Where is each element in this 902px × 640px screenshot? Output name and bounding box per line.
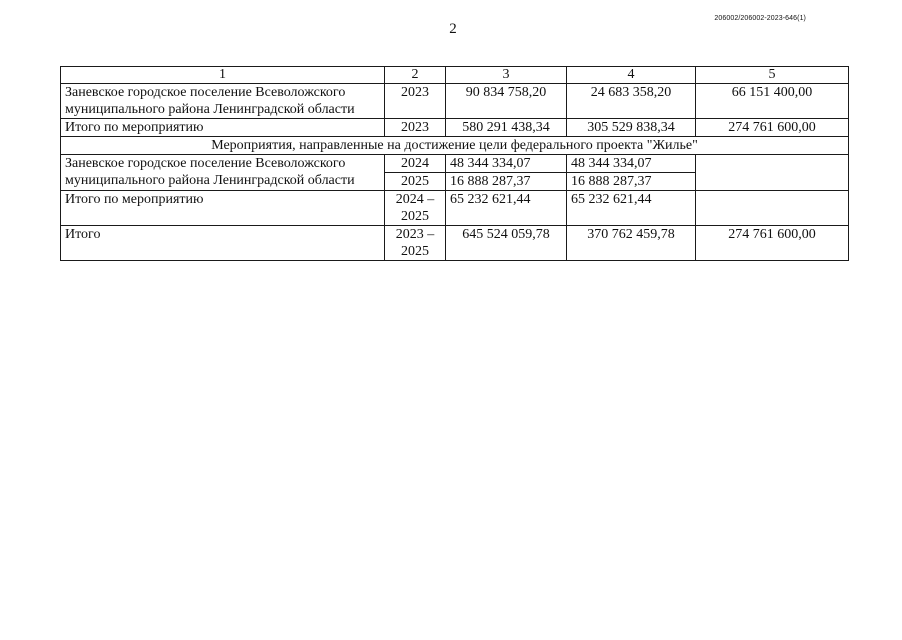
budget-table xyxy=(60,66,849,261)
amount-col4-cell: 24 683 358,20 xyxy=(567,84,696,119)
year-range-cell xyxy=(385,226,446,261)
municipality-name-line: муниципального района Ленинградской области xyxy=(65,102,355,117)
table-row xyxy=(61,155,849,173)
total-label-cell: Итого по мероприятию xyxy=(61,191,385,226)
amount-col5-cell xyxy=(696,155,849,191)
municipality-name-line: Заневское городское поселение Всеволожского xyxy=(65,156,346,171)
municipality-name-cell xyxy=(61,155,385,191)
grand-total-label-cell: Итого xyxy=(61,226,385,261)
year-range-line: 2024 – xyxy=(395,192,435,207)
table-row xyxy=(61,226,849,261)
year-cell: 2023 xyxy=(385,84,446,119)
amount-col4-cell: 305 529 838,34 xyxy=(567,119,696,137)
year-range-cell xyxy=(385,191,446,226)
page-number: 2 xyxy=(449,21,457,37)
column-header-1: 1 xyxy=(61,67,385,84)
amount-col4-cell: 16 888 287,37 xyxy=(567,173,696,191)
total-label-cell: Итого по мероприятию xyxy=(61,119,385,137)
amount-col3-cell: 65 232 621,44 xyxy=(446,191,567,226)
amount-col4-cell: 65 232 621,44 xyxy=(567,191,696,226)
column-header-4: 4 xyxy=(567,67,696,84)
amount-col5-cell: 66 151 400,00 xyxy=(696,84,849,119)
section-title: Мероприятия, направленные на достижение цели федерального проекта "Жилье" xyxy=(61,137,849,155)
municipality-name-cell xyxy=(61,84,385,119)
year-range-line: 2025 xyxy=(401,209,429,224)
column-header-3: 3 xyxy=(446,67,567,84)
year-range-line: 2025 xyxy=(401,244,429,259)
amount-col3-cell: 48 344 334,07 xyxy=(446,155,567,173)
amount-col5-cell xyxy=(696,191,849,226)
year-cell: 2025 xyxy=(385,173,446,191)
column-header-5: 5 xyxy=(696,67,849,84)
section-row xyxy=(61,137,849,155)
year-cell: 2024 xyxy=(385,155,446,173)
amount-col4-cell: 48 344 334,07 xyxy=(567,155,696,173)
municipality-name-line: муниципального района Ленинградской области xyxy=(65,173,355,188)
table-header-row xyxy=(61,67,849,84)
table-row xyxy=(61,191,849,226)
amount-col5-cell: 274 761 600,00 xyxy=(696,119,849,137)
column-header-2: 2 xyxy=(385,67,446,84)
amount-col5-cell: 274 761 600,00 xyxy=(696,226,849,261)
amount-col3-cell: 645 524 059,78 xyxy=(446,226,567,261)
amount-col3-cell: 90 834 758,20 xyxy=(446,84,567,119)
year-cell: 2023 xyxy=(385,119,446,137)
year-range-line: 2023 – xyxy=(395,227,435,242)
municipality-name-line: Заневское городское поселение Всеволожского xyxy=(65,85,346,100)
table-row xyxy=(61,119,849,137)
amount-col4-cell: 370 762 459,78 xyxy=(567,226,696,261)
amount-col3-cell: 580 291 438,34 xyxy=(446,119,567,137)
amount-col3-cell: 16 888 287,37 xyxy=(446,173,567,191)
table-row xyxy=(61,84,849,119)
document-code: 206002/206002-2023-646(1) xyxy=(714,15,806,22)
